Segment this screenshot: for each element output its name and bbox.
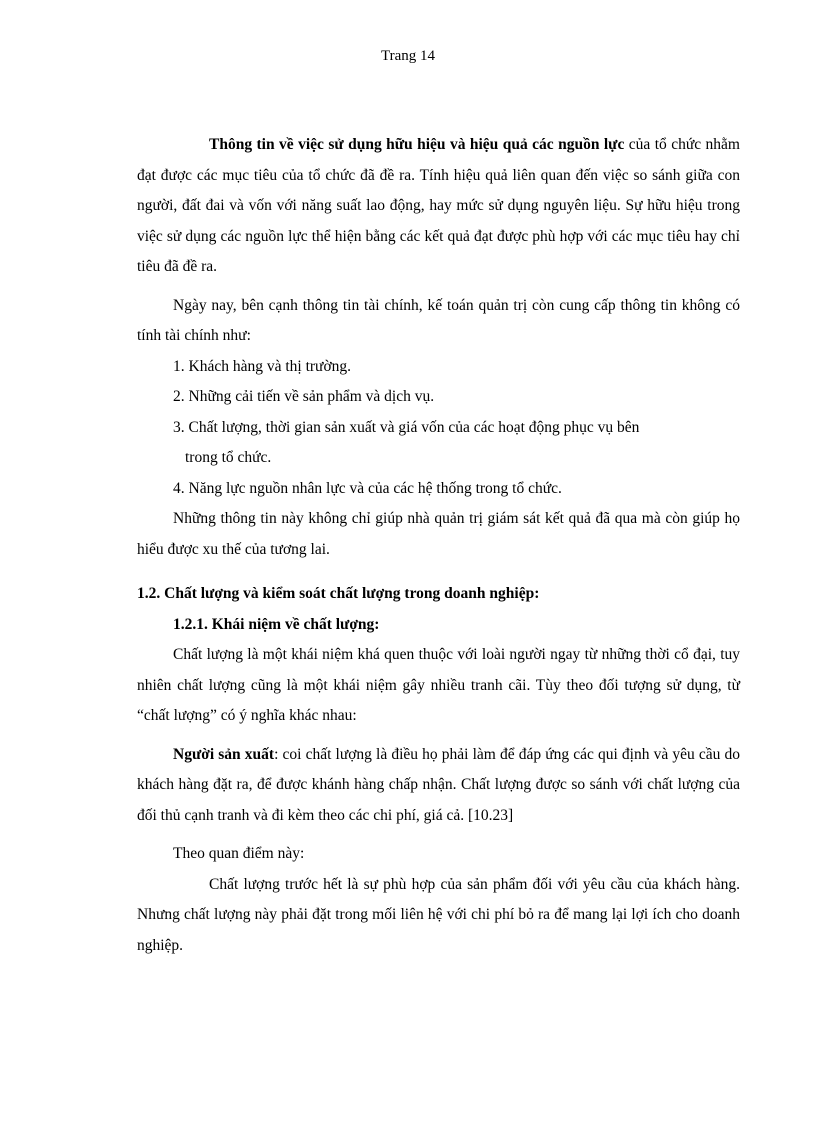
paragraph-resources-text: của tổ chức nhằm đạt được các mục tiêu của tổ chức đã đề ra. Tính hiệu quả liên quan đến việc so sánh giữa con người, đất đai và vốn với năng suất lao động, hay mức sử dụng nguyên liệu. Sự hữu hiệu trong việc sử dụng các nguồn lực thể hiện bằng các kết quả đạt được phù hợp với các mục tiêu hay chỉ tiêu đã đề ra. xyxy=(137,136,740,275)
paragraph-viewpoint: Theo quan điểm này: xyxy=(173,845,305,862)
list-item-1: 1. Khách hàng và thị trường. xyxy=(173,357,352,375)
paragraph-nonfinancial-intro: Ngày nay, bên cạnh thông tin tài chính, kế toán quản trị còn cung cấp thông tin không có tính tài chính như: xyxy=(137,296,740,344)
section-heading-1-2: 1.2. Chất lượng và kiểm soát chất lượng trong doanh nghiệp: xyxy=(137,585,540,602)
paragraph-future-trend: Những thông tin này không chỉ giúp nhà quản trị giám sát kết quả đã qua mà còn giúp họ hiểu được xu thế của tương lai. xyxy=(137,510,740,558)
section-heading-1-2-1: 1.2.1. Khái niệm về chất lượng: xyxy=(173,615,380,633)
paragraph-resources xyxy=(137,130,740,283)
list-item-3-continued: trong tổ chức. xyxy=(185,449,272,466)
paragraph-quality-definition: Chất lượng trước hết là sự phù hợp của sản phẩm đối với yêu cầu của khách hàng. Nhưng chất lượng này phải đặt trong mối liên hệ với chi phí bỏ ra để mang lại lợi ích cho doanh nghiệp. xyxy=(137,875,740,954)
page-number: Trang 14 xyxy=(380,48,436,64)
list-item-2: 2. Những cải tiến về sản phẩm và dịch vụ. xyxy=(173,388,435,405)
list-item-4: 4. Năng lực nguồn nhân lực và của các hệ thống trong tổ chức. xyxy=(173,479,562,497)
paragraph-resources-bold: Thông tin về việc sử dụng hữu hiệu và hiệu quả các nguồn lực xyxy=(209,136,625,153)
document-body xyxy=(137,130,740,961)
producer-text: : coi chất lượng là điều họ phải làm để đáp ứng các qui định và yêu cầu do khách hàng đặt ra, để được khánh hàng chấp nhận. Chất lượng được so sánh với chất lượng của đối thủ cạnh tranh và đi kèm theo các chi phí, giá cả. [10.23] xyxy=(137,745,740,824)
paragraph-producer-view xyxy=(137,740,740,832)
list-item-3: 3. Chất lượng, thời gian sản xuất và giá vốn của các hoạt động phục vụ bên xyxy=(173,418,640,436)
paragraph-quality-concept: Chất lượng là một khái niệm khá quen thuộc với loài người ngay từ những thời cổ đại, tuy nhiên chất lượng cũng là một khái niệm gây nhiều tranh cãi. Tùy theo đối tượng sử dụng, từ “chất lượng” có ý nghĩa khác nhau: xyxy=(137,646,740,724)
producer-label: Người sản xuất xyxy=(173,745,275,763)
